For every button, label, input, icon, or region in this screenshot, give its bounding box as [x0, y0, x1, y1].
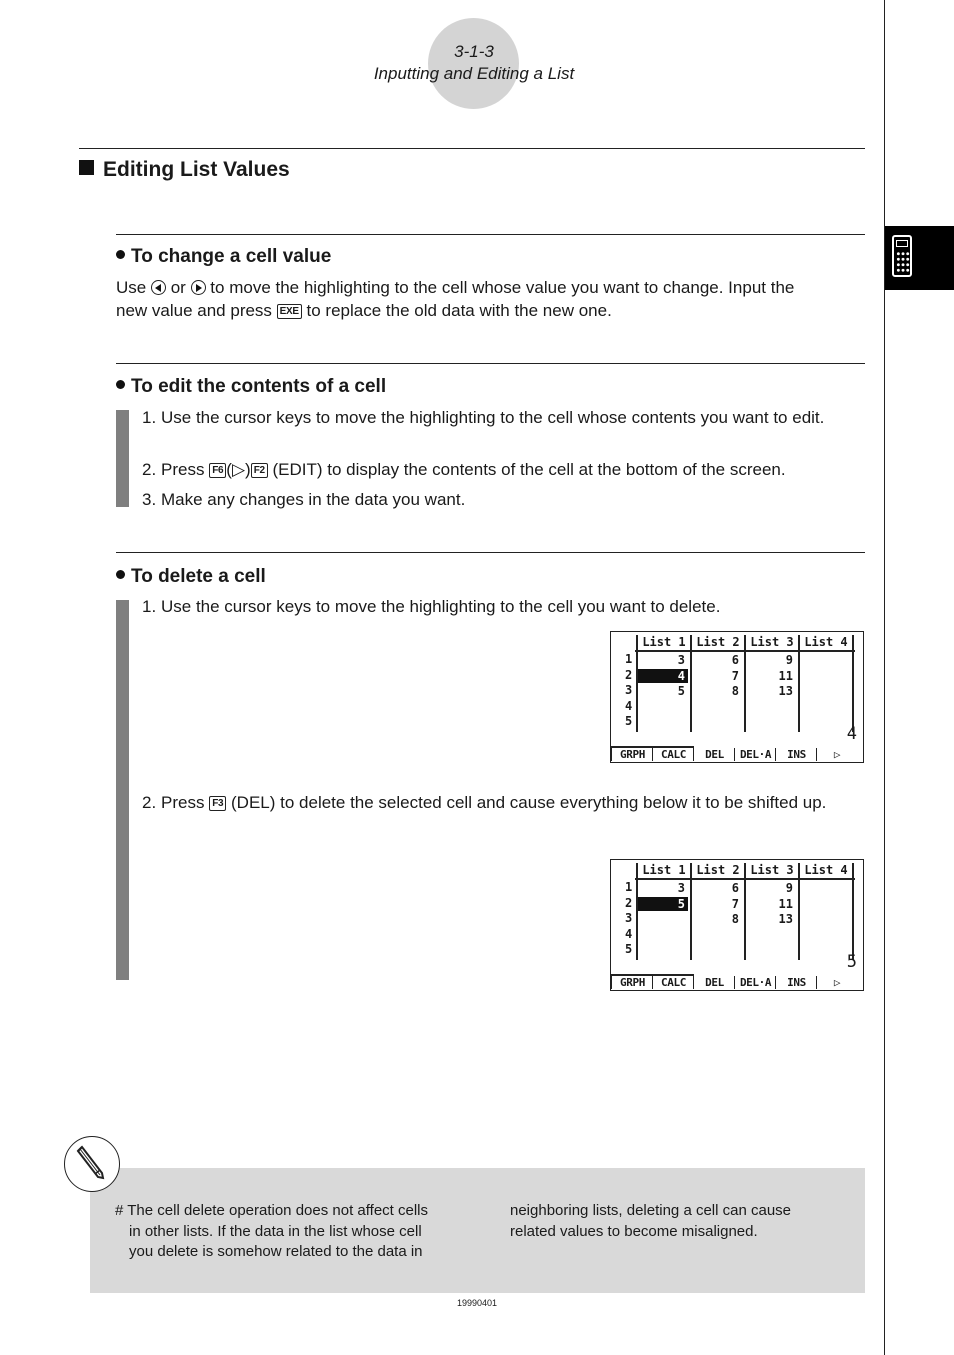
list-header: List 4 — [798, 863, 853, 878]
function-key-5: INS — [775, 748, 817, 761]
list-header: List 3 — [744, 635, 799, 650]
list-cell: 3 — [677, 881, 685, 895]
selected-cell: 4 — [638, 669, 688, 683]
subsection-rule — [116, 552, 865, 553]
page-number: 3-1-3 — [454, 42, 494, 61]
list-header: List 2 — [690, 863, 745, 878]
function-key-6: ▷ — [816, 976, 857, 989]
change-cell-heading: To change a cell value — [116, 246, 331, 268]
square-bullet-icon — [79, 160, 94, 175]
row-number: 5 — [625, 714, 633, 728]
note-column-1: # The cell delete operation does not affect cells in other lists. If the data in the list whose cell you delete is somehow related to the data in — [115, 1202, 428, 1260]
row-number: 4 — [625, 698, 633, 713]
function-key-2: CALC — [652, 746, 694, 761]
list-cell: 9 — [785, 653, 793, 667]
selected-cell: 5 — [638, 897, 688, 911]
page-title: Inputting and Editing a List — [373, 64, 575, 83]
cell-value-readout: 4 — [846, 724, 857, 744]
f6-key-icon: F6 — [209, 463, 226, 478]
row-number: 3 — [625, 911, 633, 925]
edit-step-1: 1. Use the cursor keys to move the highlighting to the cell whose contents you want to edit. — [142, 408, 825, 427]
row-number: 1 — [625, 652, 633, 666]
row-number: 3 — [625, 683, 633, 697]
column-rule — [798, 635, 800, 732]
edit-step-3: 3. Make any changes in the data you want. — [142, 490, 466, 509]
steps-bar — [116, 600, 129, 980]
delete-cell-heading: To delete a cell — [116, 566, 266, 588]
list-header: List 1 — [636, 635, 691, 650]
function-key-2: CALC — [652, 974, 694, 989]
cursor-left-key-icon — [151, 280, 166, 295]
function-key-3: DEL — [693, 976, 735, 989]
change-cell-text: Use or to move the highlighting to the cell whose value you want to change. Input the new value and press EXE to replace the old data with the new one. — [116, 278, 795, 320]
delete-step-1: 1. Use the cursor keys to move the highlighting to the cell you want to delete. — [142, 597, 721, 616]
f2-key-icon: F2 — [251, 463, 268, 478]
column-rule — [636, 863, 638, 960]
list-header: List 1 — [636, 863, 691, 878]
list-cell: 11 — [778, 896, 793, 911]
subsection-rule — [116, 234, 865, 235]
pencil-note-icon — [64, 1136, 120, 1192]
right-margin-rule — [884, 0, 885, 1355]
list-cell: 8 — [731, 912, 739, 926]
list-cell: 7 — [731, 896, 739, 911]
cursor-right-key-icon — [191, 280, 206, 295]
f3-key-icon: F3 — [209, 796, 226, 811]
list-cell: 11 — [778, 668, 793, 683]
list-header: List 4 — [798, 635, 853, 650]
list-cell: 8 — [731, 684, 739, 698]
list-cell: 7 — [731, 668, 739, 683]
edit-step-2: 2. Press F6 (▷) F2 (EDIT) to display the contents of the cell at the bottom of the screen. — [142, 460, 786, 479]
column-rule — [798, 863, 800, 960]
row-number: 2 — [625, 667, 633, 682]
list-cell: 6 — [731, 881, 739, 895]
column-rule — [852, 863, 854, 960]
note-column-2: neighboring lists, deleting a cell can cause related values to become misaligned. — [510, 1202, 792, 1240]
section-heading: Editing List Values — [79, 158, 290, 182]
exe-key-icon: EXE — [277, 304, 302, 319]
list-cell: 9 — [785, 881, 793, 895]
cell-value-readout: 5 — [846, 952, 857, 972]
calculator-icon — [892, 235, 912, 277]
list-cell: 13 — [778, 912, 793, 926]
list-cell: 5 — [677, 684, 685, 698]
calculator-screen-before — [610, 631, 864, 763]
footer-code: 19990401 — [456, 1298, 498, 1308]
delete-step-2: 2. Press F3 (DEL) to delete the selected cell and cause everything below it to be shifted up. — [142, 793, 827, 812]
row-number: 1 — [625, 880, 633, 894]
function-key-5: INS — [775, 976, 817, 989]
column-rule — [852, 635, 854, 732]
row-number: 4 — [625, 926, 633, 941]
steps-bar — [116, 410, 129, 507]
list-cell: 6 — [731, 653, 739, 667]
function-key-1: GRPH — [611, 746, 653, 761]
list-cell: 13 — [778, 684, 793, 698]
edit-cell-heading: To edit the contents of a cell — [116, 376, 386, 398]
subsection-rule — [116, 363, 865, 364]
list-header: List 3 — [744, 863, 799, 878]
calculator-screen-after — [610, 859, 864, 991]
section-rule — [79, 148, 865, 149]
bullet-icon — [116, 250, 125, 259]
function-key-1: GRPH — [611, 974, 653, 989]
bullet-icon — [116, 380, 125, 389]
list-cell: 3 — [677, 653, 685, 667]
row-number: 2 — [625, 895, 633, 910]
function-key-6: ▷ — [816, 748, 857, 761]
function-key-4: DEL·A — [734, 976, 776, 989]
bullet-icon — [116, 570, 125, 579]
list-header: List 2 — [690, 635, 745, 650]
function-key-3: DEL — [693, 748, 735, 761]
function-key-4: DEL·A — [734, 748, 776, 761]
row-number: 5 — [625, 942, 633, 956]
